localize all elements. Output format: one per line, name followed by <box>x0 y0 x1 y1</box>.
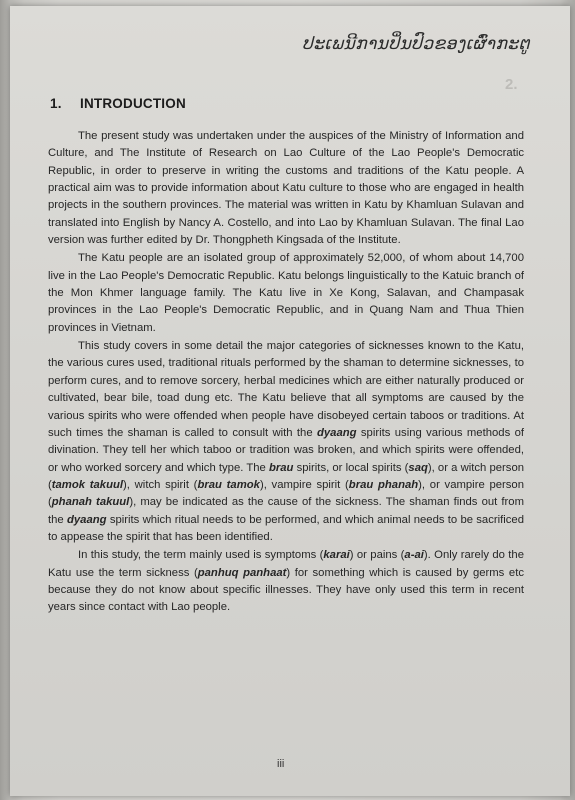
document-page <box>10 6 570 796</box>
text-run: ) or pains ( <box>349 549 405 562</box>
text-run: ) for something which is caused by germs etc because they do not know about specific illnesses. They have only used this term in recent years since contact with Lao people. <box>48 566 524 614</box>
text-run: This study covers in some detail the major categories of sicknesses known to the Katu, the various cures used, traditional rituals performed by the shaman to determine sicknesses, to perform cures, and to remove sorcery, herbal medicines which are either naturally produced or cultivated, bear bile, toad dung etc. The Katu believe that all symptoms are caused by the various spirits who were offended when people have disobeyed certain taboos or traditions. At such times the shaman is called to consult with the <box>48 340 524 439</box>
paragraph-3 <box>48 338 524 546</box>
katu-term: phanah takuul <box>51 496 130 509</box>
katu-term: a-ai <box>404 549 424 562</box>
katu-term: brau <box>268 461 294 474</box>
text-run: In this study, the term mainly used is symptoms ( <box>78 549 324 562</box>
katu-term: tamok takuul <box>51 478 124 491</box>
katu-term: panhuq panhaat <box>197 566 287 579</box>
text-run: ), or a witch person ( <box>48 461 525 491</box>
text-run: spirits, or local spirits ( <box>296 461 409 474</box>
katu-term: dyaang <box>316 426 357 439</box>
text-run: ), may be indicated as the cause of the sickness. The shaman finds out from the <box>48 496 524 526</box>
text-run: ). Only rarely do the Katu use the term sickness ( <box>48 549 524 579</box>
page-number: iii <box>277 758 285 770</box>
katu-term: saq <box>408 461 428 474</box>
paragraph-1: The present study was undertaken under the auspices of the Ministry of Information and Culture, and The Institute of Research on Lao Culture of the Lao People's Democratic Republic, in order to preserve in writing the customs and traditions of the Katu people. A practical aim was to provide information about Katu culture to those who are engaged in health projects in the southern provinces. The material was written in Katu by Khamluan Sulavan and translated into English by Nancy A. Costello, and into Lao by Khamluan Sulavan. The final Lao version was further edited by Dr. Thongpheth Kingsada of the Institute. <box>48 130 524 247</box>
section-heading <box>50 96 186 111</box>
body-text <box>48 128 524 617</box>
paragraph-2: The Katu people are an isolated group of approximately 52,000, of whom about 14,700 live in the Lao People's Democratic Republic. Katu belongs linguistically to the Katuic branch of the Mon Khmer language family. The Katu live in Xe Kong, Salavan, and Champasak provinces in the Lao People's Democratic Republic, and in Quang Nam and Thua Thien provinces in Vietnam. <box>48 252 524 334</box>
text-run: spirits which ritual needs to be performed, and which animal needs to be sacrificed to appease the spirit that has been identified. <box>48 513 524 543</box>
text-run: ), or vampire person ( <box>48 478 524 509</box>
text-run: ), witch spirit ( <box>123 478 198 491</box>
katu-term: brau phanah <box>348 478 419 491</box>
katu-term: brau tamok <box>197 478 260 491</box>
text-run: spirits using various methods of divination. They tell her which taboo or tradition was broken, and which spirits were offended, or who worked sorcery and which type. The <box>48 426 524 474</box>
katu-term: dyaang <box>66 513 107 526</box>
section-title: INTRODUCTION <box>80 96 186 111</box>
paragraph-4 <box>48 547 524 616</box>
section-number: 1. <box>50 96 62 111</box>
katu-term: karai <box>323 549 350 562</box>
running-header: ປະເພນີການປິ່ນປົວຂອງເຜົ່າກະຕູ <box>302 34 530 54</box>
text-run: ), vampire spirit ( <box>259 478 349 491</box>
bleed-through-number: 2. <box>505 76 518 93</box>
